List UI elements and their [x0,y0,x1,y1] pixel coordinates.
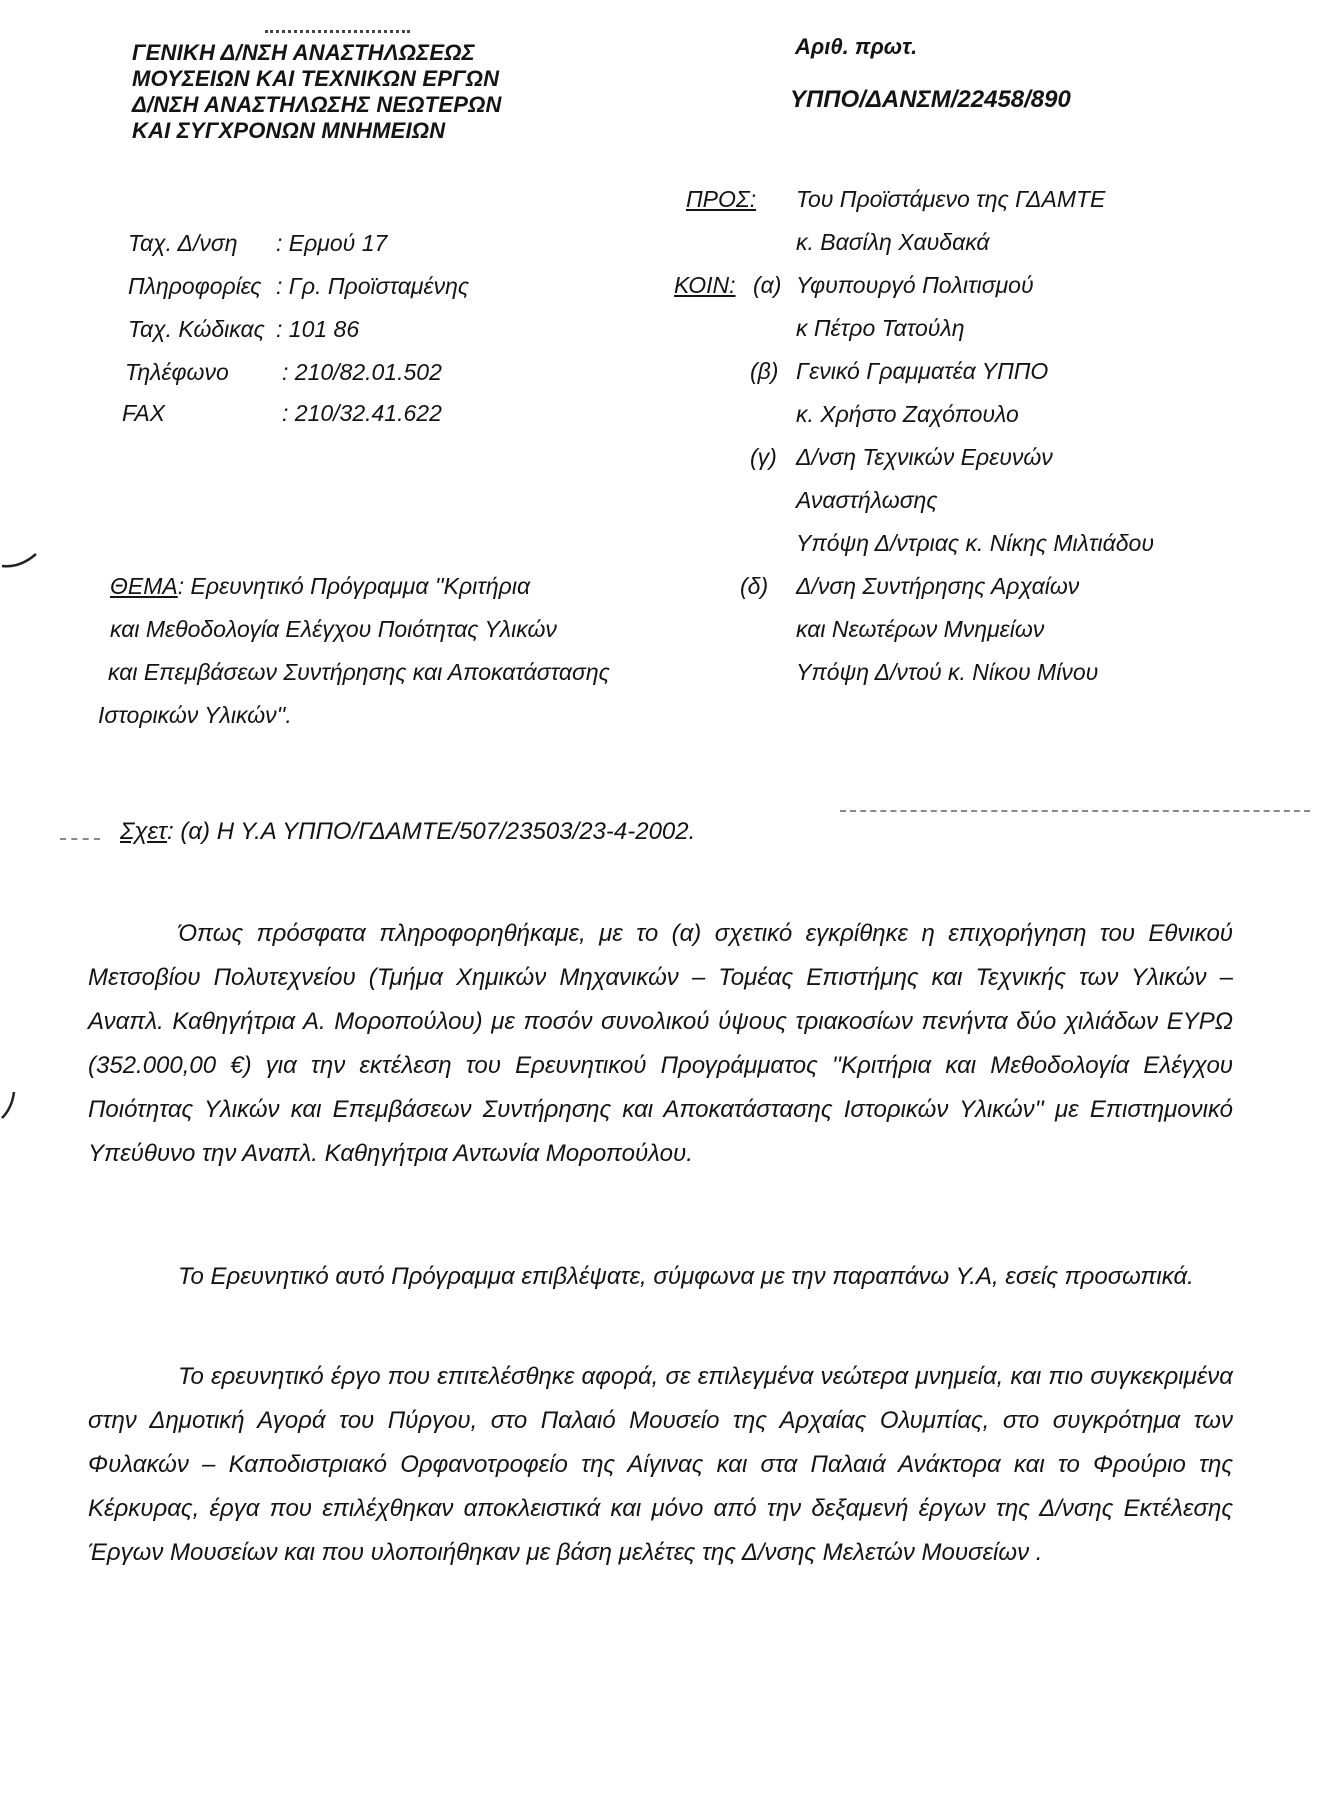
reference-line [120,818,695,846]
subject-line: Ιστορικών Υλικών''. [98,702,292,728]
cc-line: Δ/νση Τεχνικών Ερευνών [796,444,1053,470]
detail-value: : Γρ. Προϊσταμένης [276,273,470,299]
detail-row [125,359,442,386]
subject-label: ΘΕΜΑ [110,573,178,599]
detail-label: Ταχ. Κώδικας [128,316,265,342]
cc-line: και Νεωτέρων Μνημείων [796,616,1045,642]
scan-mark [0,548,40,578]
org-line: ΜΟΥΣΕΙΩΝ ΚΑΙ ΤΕΧΝΙΚΩΝ ΕΡΓΩΝ [132,66,500,91]
detail-value: : 210/32.41.622 [282,400,442,426]
body-paragraph: Το ερευνητικό έργο που επιτελέσθηκε αφορά, σε επιλεγμένα νεώτερα μνημεία, και πιο συγκεκριμένα στην Δημοτική Αγορά του Πύργου, στο Παλαιό Μουσείο της Αρχαίας Ολυμπίας, στο συγκρότημα των Φυλακών – Καποδιστριακό Ορφανοτροφείο της Αίγινας και στα Παλαιά Ανάκτορα και το Φρούριο της Κέρκυρας, έργα που επιλέχθηκαν αποκλειστικά και μόνο από την δεξαμενή έργων της Δ/νσης Εκτέλεσης Έργων Μουσείων και που υλοποιήθηκαν με βάση μελέτες της Δ/νσης Μελετών Μουσείων . [88,1363,1233,1566]
to-line: Του Προϊστάμενο της ΓΔΑΜΤΕ [796,186,1106,212]
body-paragraph: Το Ερευνητικό αυτό Πρόγραμμα επιβλέψατε, σύμφωνα με την παραπάνω Υ.Α, εσείς προσωπικά. [178,1263,1194,1290]
cc-line: Αναστήλωσης [796,487,938,513]
protocol-label: Αριθ. πρωτ. [795,34,918,59]
cc-marker: (γ) [750,444,777,470]
to-line: κ. Βασίλη Χαυδακά [796,229,990,255]
protocol-number: ΥΠΠΟ/ΔΑΝΣΜ/22458/890 [790,86,1071,113]
detail-label: Ταχ. Δ/νση [128,230,238,256]
detail-label: FAX [122,400,166,426]
cc-line: κ. Χρήστο Ζαχόπουλο [796,401,1019,427]
reference-label: Σχετ [120,818,168,845]
org-line: ΚΑΙ ΣΥΓΧΡΟΝΩΝ ΜΝΗΜΕΙΩΝ [132,118,446,143]
scan-mark [60,838,100,840]
scan-mark [265,30,410,33]
detail-label: Πληροφορίες [128,273,262,299]
cc-label: ΚΟΙΝ: [674,272,736,298]
cc-marker: (δ) [740,573,769,599]
detail-row [128,230,387,257]
detail-row [128,316,359,343]
cc-marker: (β) [750,358,779,384]
detail-value: : 210/82.01.502 [282,359,442,385]
scan-mark [840,810,1310,812]
subject-line [110,565,530,608]
subject-line: και Μεθοδολογία Ελέγχου Ποιότητας Υλικών [110,616,557,642]
org-line: Δ/ΝΣΗ ΑΝΑΣΤΗΛΩΣΗΣ ΝΕΩΤΕΡΩΝ [132,92,502,117]
cc-marker: (α) [753,272,782,298]
org-line: ΓΕΝΙΚΗ Δ/ΝΣΗ ΑΝΑΣΤΗΛΩΣΕΩΣ [132,40,475,65]
reference-text: : (α) Η Υ.Α ΥΠΠΟ/ΓΔΑΜΤΕ/507/23503/23-4-2002. [167,818,696,845]
subject-text: : Ερευνητικό Πρόγραμμα ''Κριτήρια [177,573,531,599]
body-paragraph: Όπως πρόσφατα πληροφορηθήκαμε, με το (α) σχετικό εγκρίθηκε η επιχορήγηση του Εθνικού Μετσοβίου Πολυτεχνείου (Τμήμα Χημικών Μηχανικών – Τομέας Επιστήμης και Τεχνικής των Υλικών – Αναπλ. Καθηγήτρια Α. Μοροπούλου) με ποσόν συνολικού ύψους τριακοσίων πενήντα δύο χιλιάδων ΕΥΡΩ (352.000,00 €) για την εκτέλεση του Ερευνητικού Προγράμματος ''Κριτήρια και Μεθοδολογία Ελέγχου Ποιότητας Υλικών και Επεμβάσεων Συντήρησης και Αποκατάστασης Ιστορικών Υλικών'' με Επιστημονικό Υπεύθυνο την Αναπλ. Καθηγήτρια Αντωνία Μοροπούλου. [88,920,1233,1167]
cc-line: Υπόψη Δ/ντού κ. Νίκου Μίνου [796,659,1099,685]
cc-line: Υπόψη Δ/ντριας κ. Νίκης Μιλτιάδου [796,530,1154,556]
cc-line: Υφυπουργό Πολιτισμού [796,272,1034,298]
scan-mark [0,1088,20,1122]
cc-line: Δ/νση Συντήρησης Αρχαίων [796,573,1080,599]
to-label: ΠΡΟΣ: [686,186,757,212]
detail-label: Τηλέφωνο [125,359,229,385]
detail-row [128,273,469,300]
detail-row [122,400,442,427]
cc-line: κ Πέτρο Τατούλη [796,315,965,341]
detail-value: : Ερμού 17 [276,230,388,256]
subject-line: και Επεμβάσεων Συντήρησης και Αποκατάστασης [108,659,610,685]
org-header [132,40,502,144]
cc-line: Γενικό Γραμματέα ΥΠΠΟ [796,358,1049,384]
detail-value: : 101 86 [276,316,360,342]
